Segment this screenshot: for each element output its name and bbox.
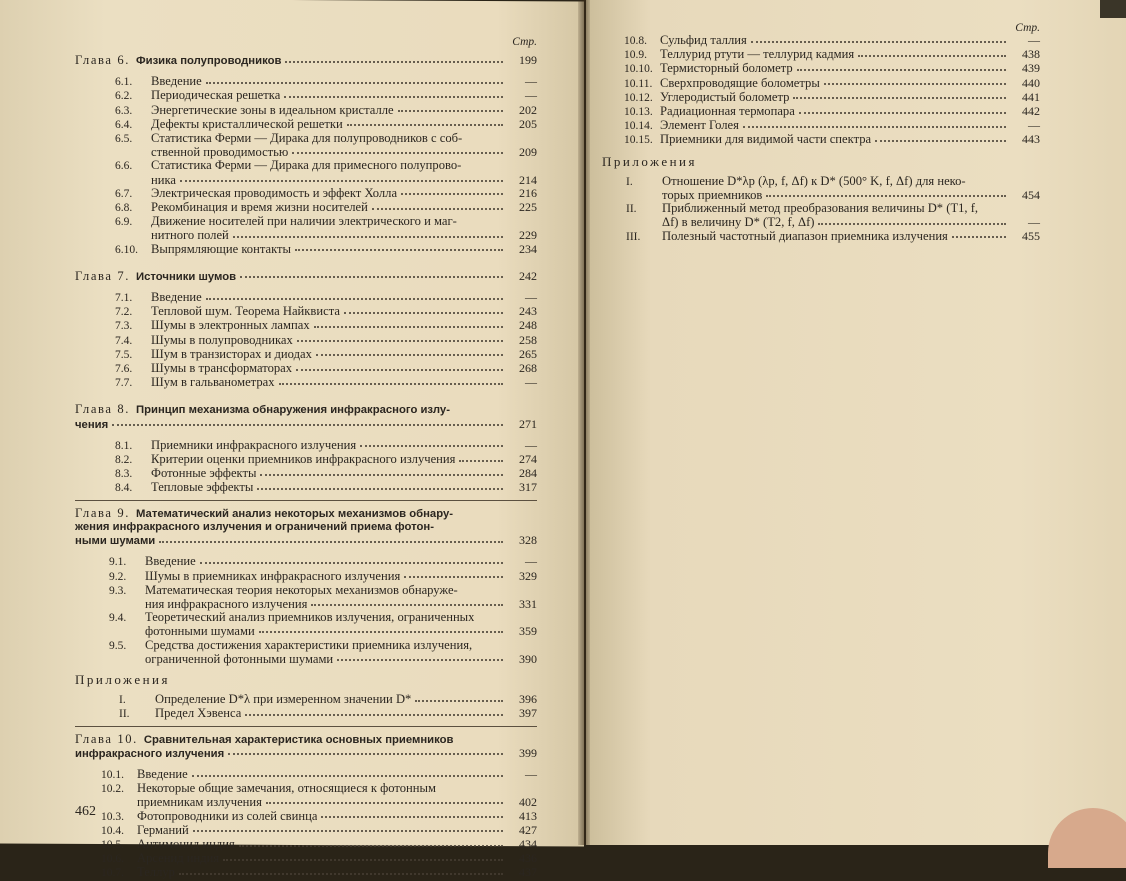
- background-corner: [1100, 0, 1126, 18]
- entry-page: 438: [1022, 47, 1040, 62]
- entry-number: 7.2.: [115, 306, 133, 319]
- page-column-header: Стр.: [1015, 22, 1040, 34]
- entry-title: ственной проводимостью: [151, 146, 289, 160]
- entry-title: Некоторые общие замечания, относящиеся к фотонным: [137, 782, 436, 796]
- entry-title: Сверхпроводящие болометры: [660, 76, 820, 90]
- entry-number: 6.4.: [115, 118, 133, 131]
- leader-dots: [818, 222, 1006, 225]
- toc-entry: [75, 89, 537, 103]
- toc-entry: [75, 104, 537, 118]
- toc-entry: [602, 105, 1040, 119]
- entry-page: —: [1028, 118, 1040, 133]
- entry-number: 7.4.: [115, 334, 133, 347]
- entry-page: 214: [519, 172, 537, 187]
- entry-title: Антимонид индия: [137, 837, 235, 851]
- entry-page: 437: [519, 865, 537, 880]
- entry-title: Тепловые эффекты: [151, 481, 254, 495]
- leader-dots: [372, 207, 503, 210]
- entry-title: Периодическая решетка: [151, 89, 281, 103]
- leader-dots: [206, 297, 503, 300]
- entry-title: Радиационная термопара: [660, 105, 795, 119]
- leader-dots: [952, 235, 1006, 238]
- appendix-heading: Приложения: [75, 671, 170, 687]
- entry-page: 216: [519, 185, 537, 200]
- entry-page: —: [525, 554, 537, 569]
- entry-title: Выпрямляющие контакты: [151, 242, 292, 256]
- entry-title: Шум в транзисторах и диодах: [151, 347, 312, 361]
- leader-dots: [284, 95, 503, 98]
- entry-page: —: [525, 437, 537, 452]
- leader-dots: [233, 235, 503, 238]
- entry-title: Введение: [137, 767, 188, 781]
- entry-title: Термисторный болометр: [660, 62, 793, 76]
- toc-entry: [75, 348, 537, 362]
- entry-page: 234: [519, 241, 537, 256]
- entry-title: Приемники инфракрасного излучения: [151, 438, 357, 452]
- toc-entry: [602, 48, 1040, 62]
- toc-entry: [75, 467, 537, 481]
- entry-title: Статистика Ферми — Дирака для примесного полупрово-: [151, 159, 462, 173]
- leader-dots: [404, 575, 503, 578]
- entry-number: 10.11.: [624, 77, 653, 90]
- toc-entry: [75, 75, 537, 89]
- page-number: 462: [75, 804, 96, 819]
- entry-page: 248: [519, 318, 537, 333]
- leader-dots: [259, 630, 503, 633]
- leader-dots: [245, 713, 503, 716]
- leader-dots: [180, 179, 503, 182]
- entry-number: 7.6.: [115, 363, 133, 376]
- entry-page: 434: [519, 836, 537, 851]
- leader-dots: [401, 192, 503, 195]
- entry-title: Введение: [151, 75, 202, 89]
- toc-entry: [75, 305, 537, 319]
- entry-number: 6.1.: [115, 76, 133, 89]
- toc-entry: [75, 174, 537, 187]
- chapter-7-heading: Глава 7. Источники шумов 242: [75, 268, 537, 283]
- entry-title: Дефекты кристаллической решетки: [151, 117, 343, 131]
- entry-page: 402: [519, 795, 537, 810]
- entry-title: Математическая теория некоторых механизмов обнаруже-: [145, 583, 458, 597]
- appendix-heading: Приложения: [602, 153, 697, 169]
- entry-title: Шум в гальванометрах: [151, 376, 275, 390]
- entry-number: 10.15.: [624, 134, 653, 147]
- entry-title: Элемент Голея: [660, 119, 739, 133]
- entry-title: ограниченной фотонными шумами: [145, 652, 334, 666]
- entry-number: 6.6.: [115, 160, 133, 173]
- leader-dots: [192, 774, 503, 777]
- toc-entry: [75, 146, 537, 159]
- leader-dots: [257, 487, 503, 490]
- entry-title: Шумы в электронных лампах: [151, 319, 310, 333]
- toc-entry: [602, 202, 1040, 216]
- toc-entry: [602, 77, 1040, 91]
- toc-entry: [75, 824, 537, 838]
- entry-number: III.: [626, 230, 641, 243]
- chapter-9-items: [75, 555, 537, 666]
- chapter-8-heading-cont: чения 271: [75, 416, 537, 431]
- entry-title: Шумы в полупроводниках: [151, 333, 293, 347]
- toc-entry: [75, 866, 537, 880]
- entry-page: 436: [519, 851, 537, 866]
- entry-number: 10.10.: [624, 63, 653, 76]
- toc-entry: [75, 768, 537, 782]
- toc-entry: [75, 570, 537, 584]
- entry-title: Тепловой шум. Теорема Найквиста: [151, 305, 340, 319]
- entry-page: 317: [519, 480, 537, 495]
- toc-entry: [602, 175, 1040, 189]
- chapter-6-heading: Глава 6. Физика полупроводников 199: [75, 53, 537, 67]
- toc-entry: [75, 376, 537, 390]
- entry-page: 455: [1022, 228, 1040, 243]
- leader-dots: [751, 40, 1006, 43]
- toc-entry: [75, 453, 537, 467]
- entry-number: II.: [626, 203, 637, 216]
- entry-title: приемникам излучения: [137, 796, 262, 810]
- toc-entry: [75, 653, 537, 666]
- toc-entry: [75, 201, 537, 215]
- entry-page: —: [525, 766, 537, 781]
- leader-dots: [793, 96, 1006, 99]
- entry-number: 6.2.: [115, 90, 133, 103]
- entry-title: Арсенид индия: [137, 852, 220, 866]
- toc-entry: [75, 838, 537, 852]
- entry-title: Теллурид ртути — теллурид кадмия: [660, 48, 855, 62]
- entry-title: торых приемников: [662, 189, 763, 203]
- entry-page: 209: [519, 145, 537, 160]
- chapter-10-items-cont: [602, 34, 1040, 148]
- entry-number: 7.3.: [115, 320, 133, 333]
- toc-entry: [602, 189, 1040, 202]
- entry-page: 443: [1022, 132, 1040, 147]
- entry-number: 6.3.: [115, 104, 133, 117]
- entry-title: Отношение D*λp (λp, f, Δf) к D* (500° K, f, Δf) для неко-: [662, 174, 966, 188]
- entry-page: —: [525, 88, 537, 103]
- leader-dots: [260, 473, 503, 476]
- entry-page: 397: [519, 706, 537, 721]
- entry-title: Теоретический анализ приемников излучения, ограниченных: [145, 611, 475, 625]
- appendix-items: [75, 693, 537, 721]
- entry-number: 10.9.: [624, 49, 647, 62]
- chapter-10-items: [75, 768, 537, 881]
- entry-page: 274: [519, 452, 537, 467]
- entry-page: 329: [519, 568, 537, 583]
- entry-number: 10.6.: [101, 853, 124, 866]
- toc-entry: [75, 584, 537, 598]
- toc-entry: [75, 625, 537, 638]
- leader-dots: [875, 139, 1006, 142]
- entry-number: 10.8.: [624, 35, 647, 47]
- toc-entry: [75, 132, 537, 146]
- toc-entry: [602, 91, 1040, 105]
- entry-title: Рекомбинация и время жизни носителей: [151, 201, 368, 215]
- entry-title: Шумы в приемниках инфракрасного излучения: [145, 569, 401, 583]
- entry-page: —: [525, 74, 537, 89]
- leader-dots: [279, 382, 503, 385]
- leader-dots: [223, 858, 503, 861]
- entry-title: Энергетические зоны в идеальном кристалле: [151, 103, 394, 117]
- entry-number: 10.3.: [101, 810, 124, 823]
- toc-entry: [602, 62, 1040, 76]
- entry-number: 10.7.: [101, 867, 124, 880]
- entry-number: 9.3.: [109, 584, 127, 597]
- leader-dots: [799, 111, 1006, 114]
- leader-dots: [314, 325, 503, 328]
- entry-number: 6.10.: [115, 243, 138, 256]
- toc-entry: [75, 782, 537, 796]
- entry-title: Критерии оценки приемников инфракрасного излучения: [151, 453, 456, 467]
- leader-dots: [296, 368, 503, 371]
- entry-title: Определение D*λ при измеренном значении D*: [155, 693, 412, 707]
- entry-page: 331: [519, 596, 537, 611]
- toc-entry: [75, 852, 537, 866]
- leader-dots: [206, 81, 503, 84]
- entry-page: 390: [519, 651, 537, 666]
- toc-entry: [75, 187, 537, 201]
- entry-page: 440: [1022, 75, 1040, 90]
- toc-entry: [75, 159, 537, 173]
- leader-dots: [824, 82, 1006, 85]
- book-spine: [578, 0, 590, 845]
- leader-dots: [311, 603, 503, 606]
- toc-entry: [602, 34, 1040, 48]
- right-toc: [602, 22, 1040, 244]
- entry-page: 396: [519, 692, 537, 707]
- entry-title: Фотонные эффекты: [151, 467, 257, 481]
- entry-number: 9.1.: [109, 556, 127, 569]
- entry-title: Средства достижения характеристики приемника излучения,: [145, 638, 473, 652]
- toc-entry: [75, 118, 537, 132]
- page-column-header: Стр.: [512, 36, 537, 48]
- toc-entry: [602, 119, 1040, 133]
- toc-entry: [75, 611, 537, 625]
- toc-entry: [75, 229, 537, 242]
- entry-page: 258: [519, 332, 537, 347]
- toc-entry: [75, 215, 537, 229]
- entry-number: 10.1.: [101, 768, 124, 781]
- entry-title: Предел Хэвенса: [155, 707, 242, 721]
- entry-page: 229: [519, 228, 537, 243]
- toc-entry: [75, 555, 537, 569]
- toc-entry: [75, 598, 537, 611]
- entry-page: 427: [519, 822, 537, 837]
- toc-entry: [75, 362, 537, 376]
- entry-page: 268: [519, 361, 537, 376]
- entry-title: ния инфракрасного излучения: [145, 597, 308, 611]
- leader-dots: [360, 444, 503, 447]
- entry-number: 9.2.: [109, 570, 127, 583]
- leader-dots: [179, 872, 503, 875]
- entry-page: 454: [1022, 188, 1040, 203]
- leader-dots: [858, 54, 1006, 57]
- chapter-6-items: [75, 75, 537, 257]
- entry-number: 7.5.: [115, 348, 133, 361]
- entry-number: 6.5.: [115, 133, 133, 146]
- entry-title: Шумы в трансформаторах: [151, 362, 293, 376]
- entry-title: Приближенный метод преобразования величины D* (T1, f,: [662, 202, 979, 216]
- entry-number: 10.4.: [101, 824, 124, 837]
- entry-number: II.: [119, 708, 130, 721]
- entry-title: Германий: [137, 823, 189, 837]
- leader-dots: [743, 125, 1006, 128]
- toc-entry: [602, 230, 1040, 244]
- entry-page: 441: [1022, 89, 1040, 104]
- entry-title: нитного полей: [151, 229, 229, 243]
- entry-page: 202: [519, 102, 537, 117]
- entry-number: 10.12.: [624, 91, 653, 104]
- entry-number: 9.4.: [109, 612, 127, 625]
- chapter-8-heading: Глава 8. Принцип механизма обнаружения инфракрасного излу-: [75, 402, 450, 417]
- entry-title: Электрическая проводимость и эффект Холла: [151, 186, 398, 200]
- chapter-7-items: [75, 291, 537, 390]
- entry-page: 439: [1022, 61, 1040, 76]
- entry-title: Фотопроводники из солей свинца: [137, 809, 318, 823]
- toc-entry: [75, 639, 537, 653]
- toc-entry: [75, 334, 537, 348]
- entry-title: Углеродистый болометр: [660, 90, 790, 104]
- toc-entry: [602, 133, 1040, 147]
- leader-dots: [295, 248, 503, 251]
- leader-dots: [297, 339, 503, 342]
- toc-entry: [602, 216, 1040, 229]
- entry-number: 10.2.: [101, 783, 124, 796]
- toc-entry: [75, 796, 537, 809]
- chapter-8-items: [75, 439, 537, 496]
- entry-page: 284: [519, 466, 537, 481]
- entry-title: Δf) в величину D* (T2, f, Δf): [662, 216, 815, 230]
- entry-title: фотонными шумами: [145, 625, 255, 639]
- entry-title: Сульфид таллия: [660, 34, 747, 47]
- entry-number: 8.3.: [115, 468, 133, 481]
- entry-title: ника: [151, 173, 176, 187]
- leader-dots: [459, 459, 503, 462]
- entry-number: 8.2.: [115, 454, 133, 467]
- leader-dots: [337, 658, 503, 661]
- entry-number: 8.4.: [115, 482, 133, 495]
- leader-dots: [347, 123, 503, 126]
- toc-entry: [75, 319, 537, 333]
- entry-number: I.: [119, 694, 126, 707]
- toc-entry: [75, 693, 537, 707]
- toc-entry: [75, 481, 537, 495]
- entry-page: —: [525, 375, 537, 390]
- chapter-9-heading-cont: жения инфракрасного излучения и ограничений приема фотон-: [75, 520, 434, 533]
- entry-page: —: [525, 290, 537, 305]
- entry-number: I.: [626, 175, 633, 188]
- entry-page: 225: [519, 200, 537, 215]
- leader-dots: [200, 561, 503, 564]
- entry-number: 6.8.: [115, 202, 133, 215]
- leader-dots: [316, 353, 503, 356]
- entry-page: 265: [519, 346, 537, 361]
- entry-number: 10.14.: [624, 120, 653, 133]
- entry-number: 6.9.: [115, 216, 133, 229]
- entry-title: Полезный частотный диапазон приемника излучения: [662, 229, 948, 243]
- left-toc: [75, 36, 537, 881]
- entry-page: 243: [519, 304, 537, 319]
- entry-title: Введение: [145, 555, 196, 569]
- leader-dots: [292, 151, 503, 154]
- entry-page: 205: [519, 116, 537, 131]
- entry-page: 413: [519, 808, 537, 823]
- entry-title: Теллур: [137, 866, 175, 880]
- chapter-9-heading: Глава 9. Математический анализ некоторых механизмов обнару-: [75, 505, 453, 520]
- chapter-10-heading-cont: инфракрасного излучения 399: [75, 745, 537, 760]
- leader-dots: [193, 829, 503, 832]
- leader-dots: [321, 815, 503, 818]
- chapter-10-heading: Глава 10. Сравнительная характеристика основных приемников: [75, 731, 454, 746]
- entry-page: —: [1028, 215, 1040, 230]
- entry-page: —: [1028, 33, 1040, 47]
- leader-dots: [797, 68, 1006, 71]
- toc-entry: [75, 707, 537, 721]
- leader-dots: [239, 844, 503, 847]
- entry-title: Приемники для видимой части спектра: [660, 133, 872, 147]
- entry-title: Введение: [151, 291, 202, 305]
- entry-number: 7.7.: [115, 377, 133, 390]
- entry-number: 10.5.: [101, 838, 124, 851]
- entry-number: 10.13.: [624, 106, 653, 119]
- toc-entry: [75, 439, 537, 453]
- appendix-items: [602, 175, 1040, 244]
- toc-entry: [75, 243, 537, 257]
- entry-title: Движение носителей при наличии электрического и маг-: [151, 215, 457, 229]
- entry-number: 8.1.: [115, 439, 133, 452]
- entry-number: 9.5.: [109, 639, 127, 652]
- leader-dots: [266, 801, 503, 804]
- chapter-9-heading-cont2: ными шумами 328: [75, 533, 537, 548]
- entry-title: Статистика Ферми — Дирака для полупроводников с соб-: [151, 132, 463, 146]
- entry-page: 442: [1022, 104, 1040, 119]
- entry-number: 7.1.: [115, 292, 133, 305]
- toc-entry: [75, 810, 537, 824]
- leader-dots: [766, 194, 1006, 197]
- leader-dots: [415, 699, 503, 702]
- entry-number: 6.7.: [115, 187, 133, 200]
- toc-entry: [75, 291, 537, 305]
- leader-dots: [398, 109, 503, 112]
- entry-page: 359: [519, 624, 537, 639]
- leader-dots: [344, 311, 503, 314]
